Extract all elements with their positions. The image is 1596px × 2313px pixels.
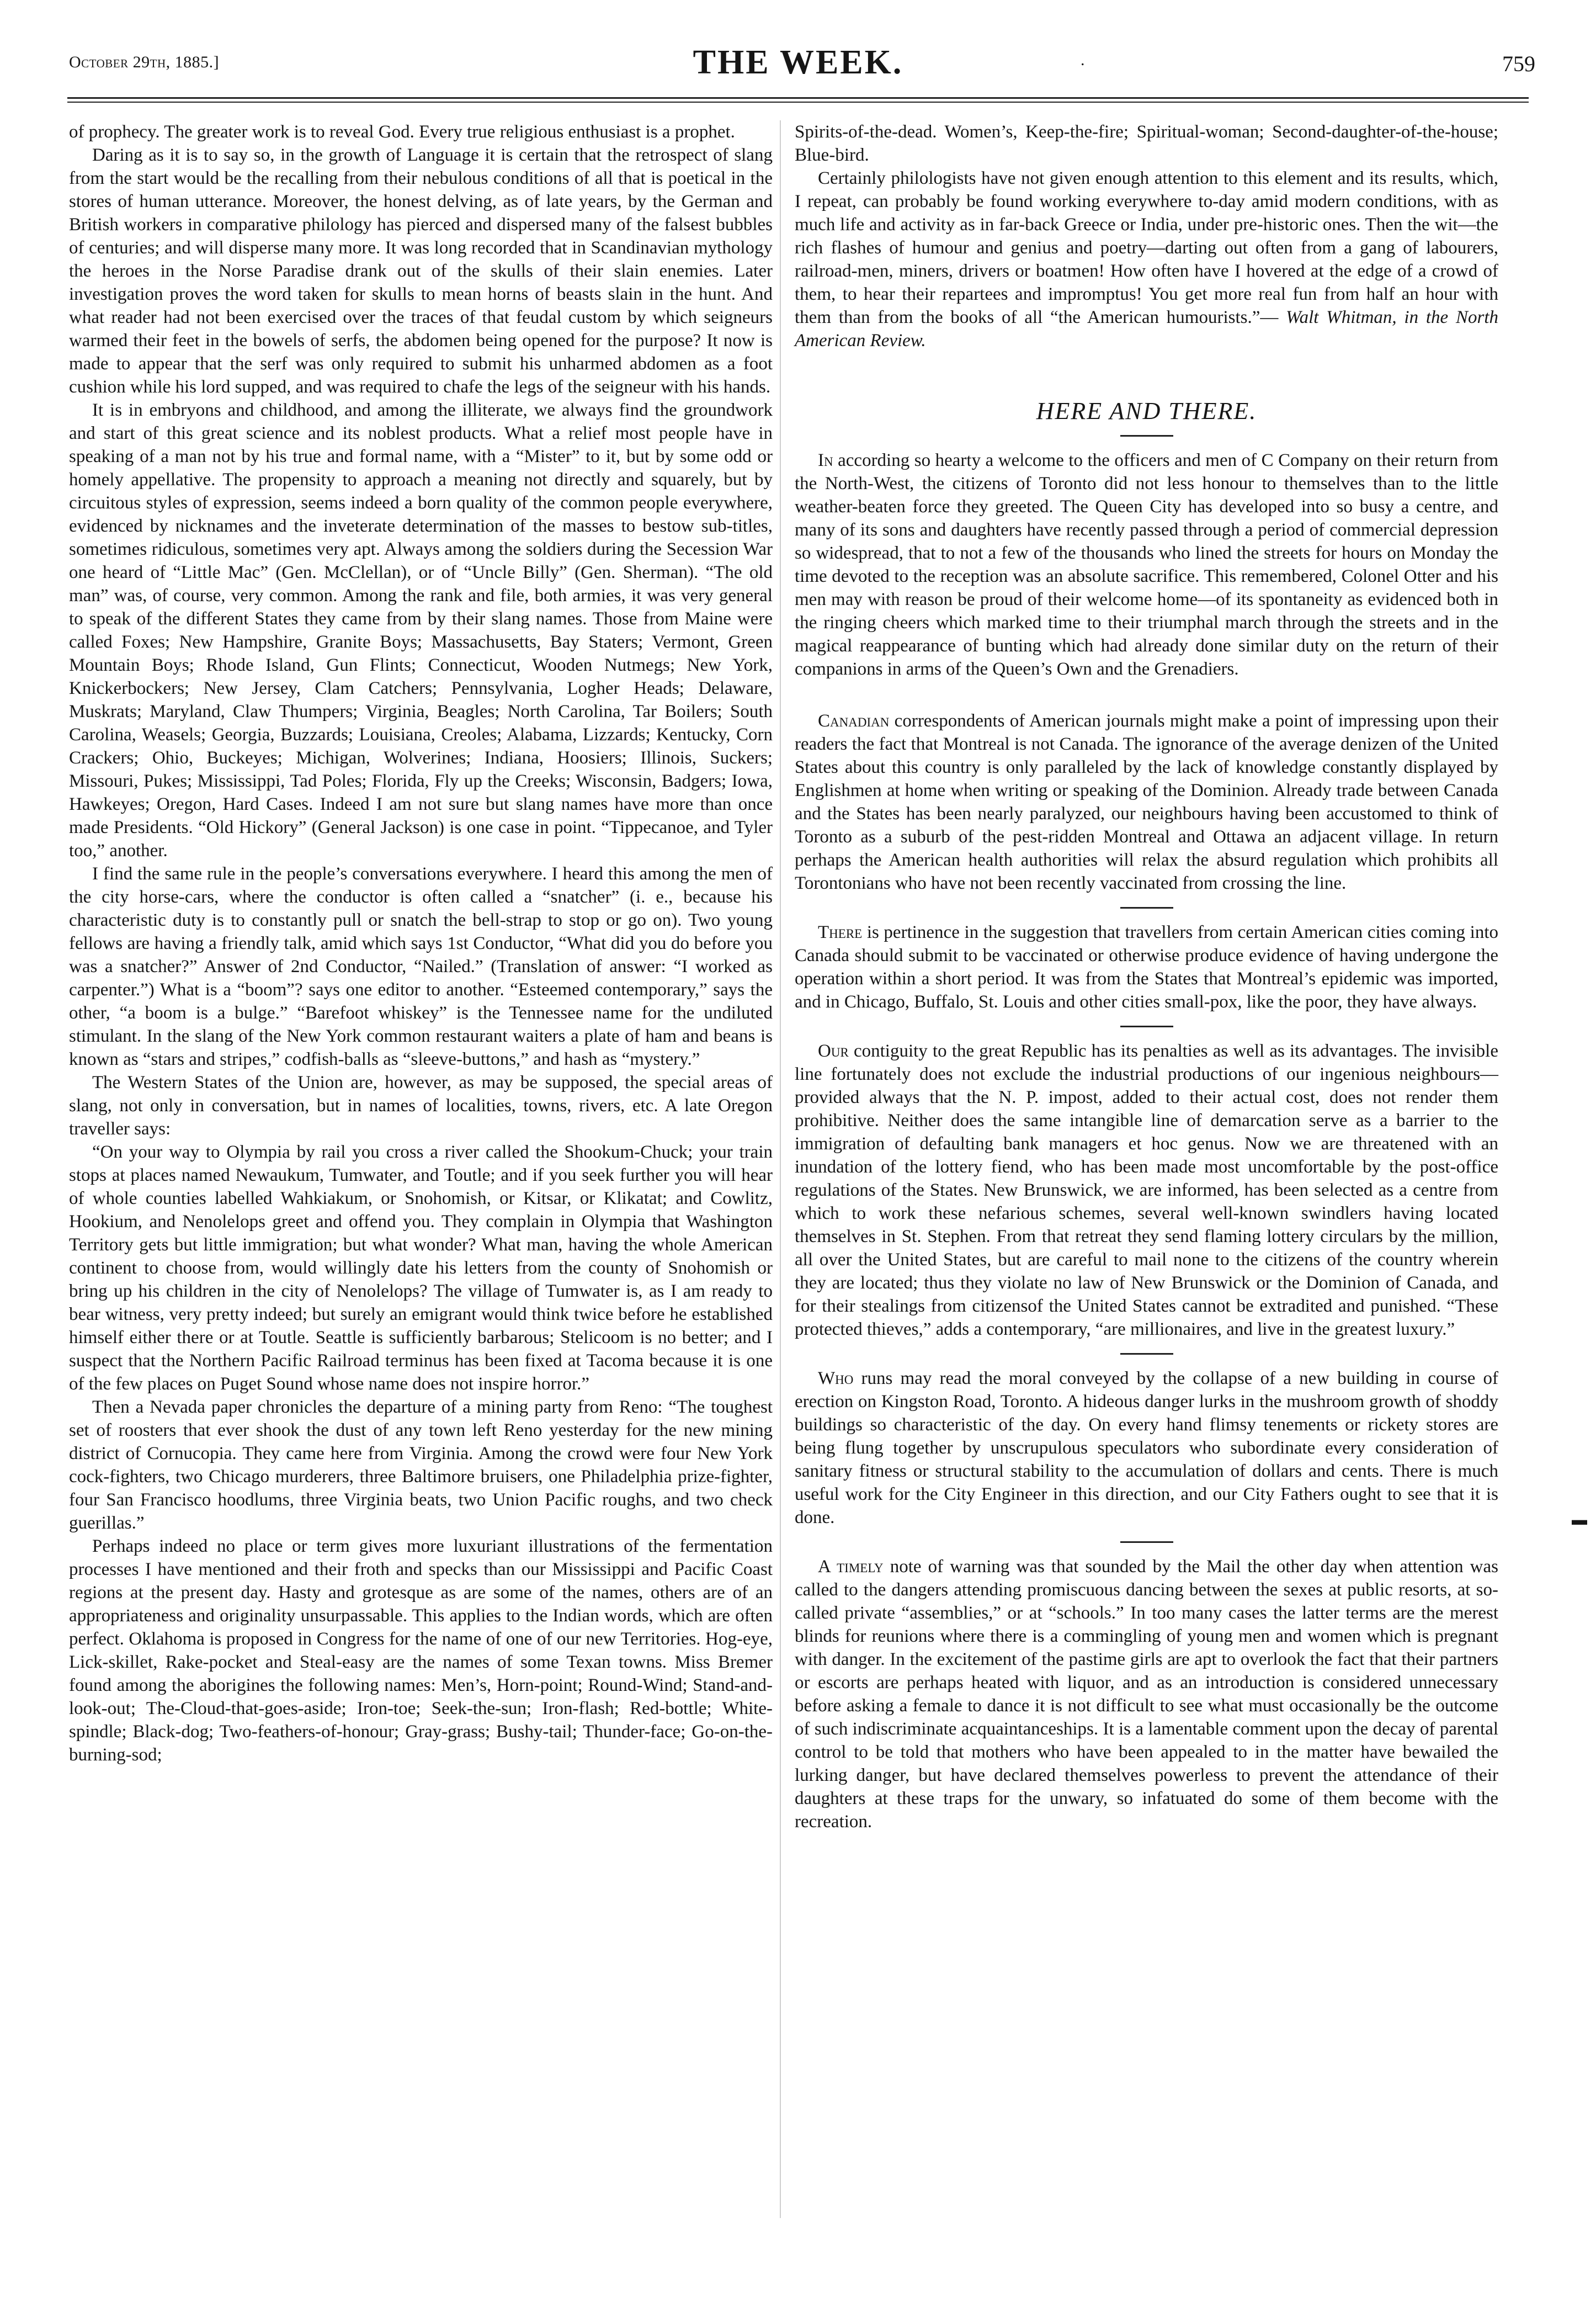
header-rule-bottom	[67, 102, 1529, 103]
item-separator	[1120, 1026, 1173, 1027]
item-text: is pertinence in the suggestion that travellers from certain American cities coming into Canada should submit to be vaccinated or otherwise produce evidence of having undergone the operation within a short period. It was from the States that Montreal’s epidemic was imported, and in Chicago, Buffalo, St. Louis and other cities small-pox, like the poor, they have always.	[795, 922, 1498, 1012]
paragraph: It is in embryons and childhood, and among the illiterate, we always find the groundwork and start of this great science and its noblest products. What a relief most people have in speaking of a man not by his true and formal name, with a “Mister” to it, but by some odd or homely appellative. The propensity to approach a meaning not directly and squarely, but by circuitous styles of expression, seems indeed a born quality of the common people everywhere, evidenced by nicknames and the inveterate determination of the masses to bestow sub-titles, sometimes ridiculous, sometimes very apt. Always among the soldiers during the Secession War one heard of “Little Mac” (Gen. McClellan), or of “Uncle Billy” (Gen. Sherman). “The old man” was, of course, very common. Among the rank and file, both armies, it was very general to speak of the different States they came from by their slang names. Those from Maine were called Foxes; New Hampshire, Granite Boys; Massachusetts, Bay Staters; Vermont, Green Mountain Boys; Rhode Island, Gun Flints; Connecticut, Wooden Nutmegs; New York, Knickerbockers; New Jersey, Clam Catchers; Pennsylvania, Logher Heads; Delaware, Muskrats; Maryland, Claw Thumpers; Virginia, Beagles; North Carolina, Tar Boilers; South Carolina, Weasels; Georgia, Buzzards; Louisiana, Creoles; Alabama, Lizzards; Kentucky, Corn Crackers; Ohio, Buckeyes; Michigan, Wolverines; Indiana, Hoosiers; Illinois, Suckers; Missouri, Pukes; Mississippi, Tad Poles; Florida, Fly up the Creeks; Wisconsin, Badgers; Iowa, Hawkeyes; Oregon, Hard Cases. Indeed I am not sure but slang names have more than once made Presidents. “Old Hickory” (General Jackson) is one case in point. “Tippecanoe, and Tyler too,” another.	[69, 400, 773, 861]
issue-date: October 29th, 1885.]	[69, 53, 220, 71]
page-number: 759	[1502, 51, 1535, 76]
news-item	[795, 1555, 1498, 1833]
paragraph: Daring as it is to say so, in the growth of Language it is certain that the retrospect of slang from the start would be the recalling from their nebulous conditions of all that is poetical in the stores of human utterance. Moreover, the honest delving, as of late years, by the German and British workers in comparative philology has pierced and dispersed many of the falsest bubbles of centuries; and will disperse many more. It was long recorded that in Scandinavian mythology the heroes in the Norse Paradise drank out of the skulls of their slain enemies. Later investigation proves the word taken for skulls to mean horns of beasts slain in the hunt. And what reader had not been exercised over the traces of that feudal custom by which seigneurs warmed their feet in the bowels of serfs, the abdomen being opened for the purpose? It now is made to appear that the serf was only required to submit his unharmed abdomen as a foot cushion while his lord supped, and was required to chafe the legs of the seigneur with his hands.	[69, 145, 773, 397]
paragraph	[795, 167, 1498, 352]
paragraph: The Western States of the Union are, however, as may be supposed, the special areas of slang, not only in conversation, but in names of localities, towns, rivers, etc. A late Oregon traveller says:	[69, 1073, 773, 1139]
news-item	[795, 1367, 1498, 1529]
left-column	[69, 120, 773, 1766]
news-item	[795, 921, 1498, 1014]
article-signature: Walt Whitman, in the North American Review.	[795, 307, 1498, 351]
item-lead: In	[818, 450, 833, 470]
news-item	[795, 1039, 1498, 1341]
item-lead: Canadian	[818, 711, 890, 731]
paragraph: Spirits-of-the-dead. Women’s, Keep-the-fire; Spiritual-woman; Second-daughter-of-the-house; Blue-bird.	[795, 122, 1498, 165]
item-separator	[1120, 907, 1173, 909]
masthead-title: THE WEEK.	[693, 44, 903, 81]
item-lead: There	[818, 922, 863, 942]
news-item	[795, 709, 1498, 895]
item-text: according so hearty a welcome to the officers and men of C Company on their return from the North-West, the citizens of Toronto did not less honour to themselves than to the little weather-beaten force they greeted. The Queen City has developed into so busy a centre, and many of its sons and daughters have recently passed through a period of commercial depression so widespread, that to not a few of the thousands who lined the streets for hours on Monday the time devoted to the reception was an absolute sacrifice. This remembered, Colonel Otter and his men may with reason be proud of their welcome home—of its spontaneity as evidenced both in the ringing cheers which marked time to their triumphal march through the streets and in the magical reappearance of bunting which had already done similar duty on the return of their companions in arms of the Queen’s Own and the Grenadiers.	[795, 450, 1498, 679]
item-text: runs may read the moral conveyed by the collapse of a new building in course of erection on Kingston Road, Toronto. A hideous danger lurks in the mushroom growth of shoddy buildings so characteristic of the day. On every hand flimsy tenements or rickety stores are being flung together by unscrupulous speculators who subordinate every consideration of sanitary fitness or structural stability to the accumulation of dollars and cents. There is much useful work for the City Engineer in this direction, and our City Fathers ought to see that it is done.	[795, 1368, 1498, 1527]
section-rule	[1120, 435, 1173, 437]
paragraph: I find the same rule in the people’s conversations everywhere. I heard this among the men of the city horse-cars, where the conductor is often called a “snatcher” (i. e., because his characteristic duty is to constantly pull or snatch the bell-strap to stop or go on). Two young fellows are having a friendly talk, amid which says 1st Conductor, “What did you do before you was a snatcher?” Answer of 2nd Conductor, “Nailed.” (Translation of answer: “I worked as carpenter.”) What is a “boom”? says one editor to another. “Esteemed contemporary,” says the other, “a boom is a bulge.” “Barefoot whiskey” is the Tennessee name for the undiluted stimulant. In the slang of the New York common restaurant waiters a plate of ham and beans is known as “stars and stripes,” codfish-balls as “sleeve-buttons,” and hash as “mystery.”	[69, 864, 773, 1069]
item-separator	[1120, 1541, 1173, 1543]
stray-dot: .	[1081, 51, 1085, 69]
right-column	[795, 120, 1498, 1833]
paragraph: of prophecy. The greater work is to reveal God. Every true religious enthusiast is a prophet.	[69, 122, 735, 142]
item-text: contiguity to the great Republic has its penalties as well as its advantages. The invisible line fortunately does not exclude the industrial productions of our ingenious neighbours—provided always that the N. P. impost, added to their actual cost, does not render them prohibitive. Neither does the same intangible line of demarcation serve as a barrier to the immigration of defaulting bank managers et hoc genus. Now we are threatened with an inundation of the lottery fiend, who has been made most uncomfortable by the post-office regulations of the States. New Brunswick, we are informed, has been selected as a centre from which to work these nefarious schemes, several well-known swindlers having located themselves in St. Stephen. From that retreat they send flaming lottery circulars by the million, all over the United States, but are careful to mail none to the citizens of the country wherein they are located; thus they violate no law of New Brunswick or the Dominion of Canada, and for their stealings from citizensof the United States cannot be extradited and punished. “These protected thieves,” adds a contemporary, “are millionaires, and live in the greatest luxury.”	[795, 1041, 1498, 1339]
news-item	[795, 449, 1498, 681]
paragraph-text: Certainly philologists have not given enough attention to this element and its results, which, I repeat, can probably be found working everywhere to-day amid modern conditions, with as much life and activity as in far-back Greece or India, under pre-historic ones. Then the wit—the rich flashes of humour and genius and poetry—darting out often from a gang of labourers, railroad-men, miners, drivers or boatmen! How often have I hovered at the edge of a crowd of them, to hear their repartees and impromptus! You get more real fun from half an hour with them than from the books of all “the American humourists.”—	[795, 168, 1498, 327]
header-rule-top	[67, 97, 1529, 99]
section-title: HERE AND THERE.	[1036, 397, 1257, 425]
quotation-paragraph: “On your way to Olympia by rail you cross a river called the Shookum-Chuck; your train stops at places named Newaukum, Tumwater, and Toutle; and if you seek further you will hear of whole counties labelled Wahkiakum, or Snohomish, or Kitsar, or Klikatat; and Cowlitz, Hookium, and Nenolelops greet and offend you. They complain in Olympia that Washington Territory gets but little immigration; but what wonder? What man, having the whole American continent to choose from, would willingly date his letters from the county of Snohomish or bring up his children in the city of Nenolelops? The village of Tumwater is, as I am ready to bear witness, very pretty indeed; but surely an emigrant would think twice before he established himself either there or at Toutle. Seattle is sufficiently barbarous; Stelicoom is no better; and I suspect that the Northern Pacific Railroad terminus has been fixed at Tacoma because it is one of the few places on Puget Sound whose name does not inspire horror.”	[69, 1142, 773, 1394]
item-separator	[1120, 1353, 1173, 1355]
margin-mark: ▬	[1572, 1511, 1587, 1529]
column-divider	[780, 120, 781, 2218]
item-lead: A timely	[818, 1557, 884, 1577]
item-text: correspondents of American journals might make a point of impressing upon their readers the fact that Montreal is not Canada. The ignorance of the average denizen of the United States about this country is only paralleled by the lack of knowledge constantly displayed by Englishmen at home when writing or speaking of the Dominion. Already trade between Canada and the States has been nearly paralyzed, our neighbours having been accustomed to think of Toronto as a suburb of the pest-ridden Montreal and Ottawa an adjacent village. In return perhaps the American health authorities will relax the absurd regulation which prohibits all Torontonians who have not been recently vaccinated from crossing the line.	[795, 711, 1498, 893]
item-lead: Our	[818, 1041, 849, 1061]
item-text: note of warning was that sounded by the Mail the other day when attention was called to the dangers attending promiscuous dancing between the sexes at public resorts, at so-called private “assemblies,” or at “schools.” In too many cases the latter terms are the merest blinds for reunions where there is a commingling of young men and women which is pregnant with danger. In the excitement of the pastime girls are apt to overlook the fact that their partners or escorts are perhaps heated with liquor, and as an introduction is considered unnecessary before asking a female to dance it is not difficult to see what must occasionally be the outcome of such indiscriminate acquaintanceships. It is a lamentable comment upon the decay of parental control to be told that mothers who have been appealed to in the matter have bewailed the lurking danger, but have declared themselves powerless to prevent the attendance of their daughters at these traps for the unwary, so infatuated do some of them become with the recreation.	[795, 1557, 1498, 1832]
paragraph: Then a Nevada paper chronicles the departure of a mining party from Reno: “The toughest set of roosters that ever shook the dust of any town left Reno yesterday for the new mining district of Cornucopia. They came here from Virginia. Among the crowd were four New York cock-fighters, two Chicago murderers, three Baltimore bruisers, one Philadelphia prize-fighter, four San Francisco hoodlums, three Virginia beats, two Union Pacific roughs, and two check guerillas.”	[69, 1397, 773, 1533]
paragraph: Perhaps indeed no place or term gives more luxuriant illustrations of the fermentation processes I have mentioned and their froth and specks than our Mississippi and Pacific Coast regions at the present day. Hasty and grotesque as are some of the names, others are of an appropriateness and originality unsurpassable. This applies to the Indian words, which are often perfect. Oklahoma is proposed in Congress for the name of one of our new Territories. Hog-eye, Lick-skillet, Rake-pocket and Steal-easy are the names of some Texan towns. Miss Bremer found among the aborigines the following names: Men’s, Horn-point; Round-Wind; Stand-and-look-out; The-Cloud-that-goes-aside; Iron-toe; Seek-the-sun; Iron-flash; Red-bottle; White-spindle; Black-dog; Two-feathers-of-honour; Gray-grass; Bushy-tail; Thunder-face; Go-on-the-burning-sod;	[69, 1536, 773, 1765]
item-lead: Who	[818, 1368, 854, 1388]
